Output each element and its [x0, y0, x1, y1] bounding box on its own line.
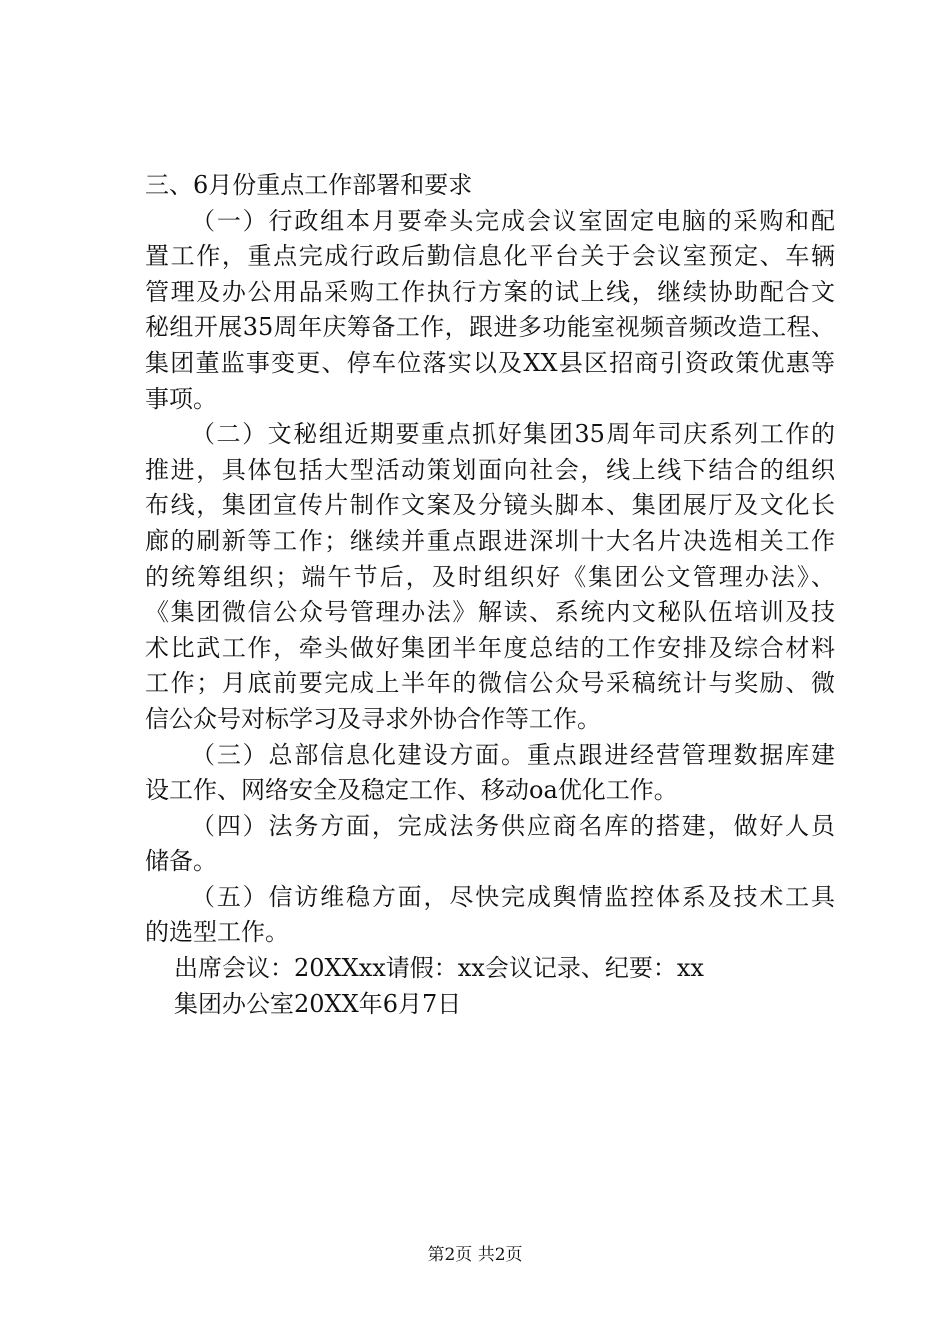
- paragraph-informatization: [145, 738, 835, 809]
- attendance-line: 出席会议：20XXxx请假：xx会议记录、纪要：xx: [174, 954, 704, 983]
- paragraph-line: 置工作，重点完成行政后勤信息化平台关于会议室预定、车辆: [145, 242, 835, 271]
- paragraph-line: （四）法务方面，完成法务供应商名库的搭建，做好人员: [191, 811, 835, 840]
- paragraph-administration: [145, 204, 835, 418]
- paragraph-line: （五）信访维稳方面，尽快完成舆情监控体系及技术工具: [191, 882, 835, 911]
- paragraph-line: 管理及办公用品采购工作执行方案的试上线，继续协助配合文: [145, 277, 835, 306]
- paragraph-line: （三）总部信息化建设方面。重点跟进经营管理数据库建: [191, 740, 835, 769]
- paragraph-line: 《集团微信公众号管理办法》解读、系统内文秘队伍培训及技: [145, 598, 835, 627]
- paragraph-line: 的统筹组织；端午节后，及时组织好《集团公文管理办法》、: [145, 562, 835, 591]
- paragraph-line: 设工作、网络安全及稳定工作、移动oa优化工作。: [145, 776, 678, 805]
- section-heading: 三、6月份重点工作部署和要求: [145, 171, 473, 199]
- paragraph-petition: [145, 880, 835, 951]
- paragraph-line: 布线，集团宣传片制作文案及分镜头脚本、集团展厅及文化长: [145, 491, 835, 520]
- paragraph-line: （一）行政组本月要牵头完成会议室固定电脑的采购和配: [191, 206, 835, 235]
- paragraph-line: 廊的刷新等工作；继续并重点跟进深圳十大名片决选相关工作: [145, 526, 835, 555]
- paragraph-line: 集团董监事变更、停车位落实以及XX县区招商引资政策优惠等: [145, 348, 835, 377]
- paragraph-line: 的选型工作。: [145, 918, 289, 947]
- document-body: [145, 168, 835, 1022]
- paragraph-secretariat: [145, 417, 835, 737]
- paragraph-line: 信公众号对标学习及寻求外协合作等工作。: [145, 704, 601, 733]
- paragraph-line: 术比武工作，牵头做好集团半年度总结的工作安排及综合材料: [145, 633, 835, 662]
- paragraph-line: 秘组开展35周年庆筹备工作，跟进多功能室视频音频改造工程、: [145, 313, 835, 342]
- paragraph-line: 推进，具体包括大型活动策划面向社会，线上线下结合的组织: [145, 455, 835, 484]
- paragraph-legal: [145, 809, 835, 880]
- paragraph-line: 工作；月底前要完成上半年的微信公众号采稿统计与奖励、微: [145, 669, 835, 698]
- paragraph-line: 事项。: [145, 384, 217, 413]
- page-number-footer: 第2页 共2页: [427, 1245, 523, 1265]
- signature-line: 集团办公室20XX年6月7日: [174, 989, 462, 1018]
- paragraph-line: 储备。: [145, 847, 217, 876]
- paragraph-line: （二）文秘组近期要重点抓好集团35周年司庆系列工作的: [191, 420, 835, 449]
